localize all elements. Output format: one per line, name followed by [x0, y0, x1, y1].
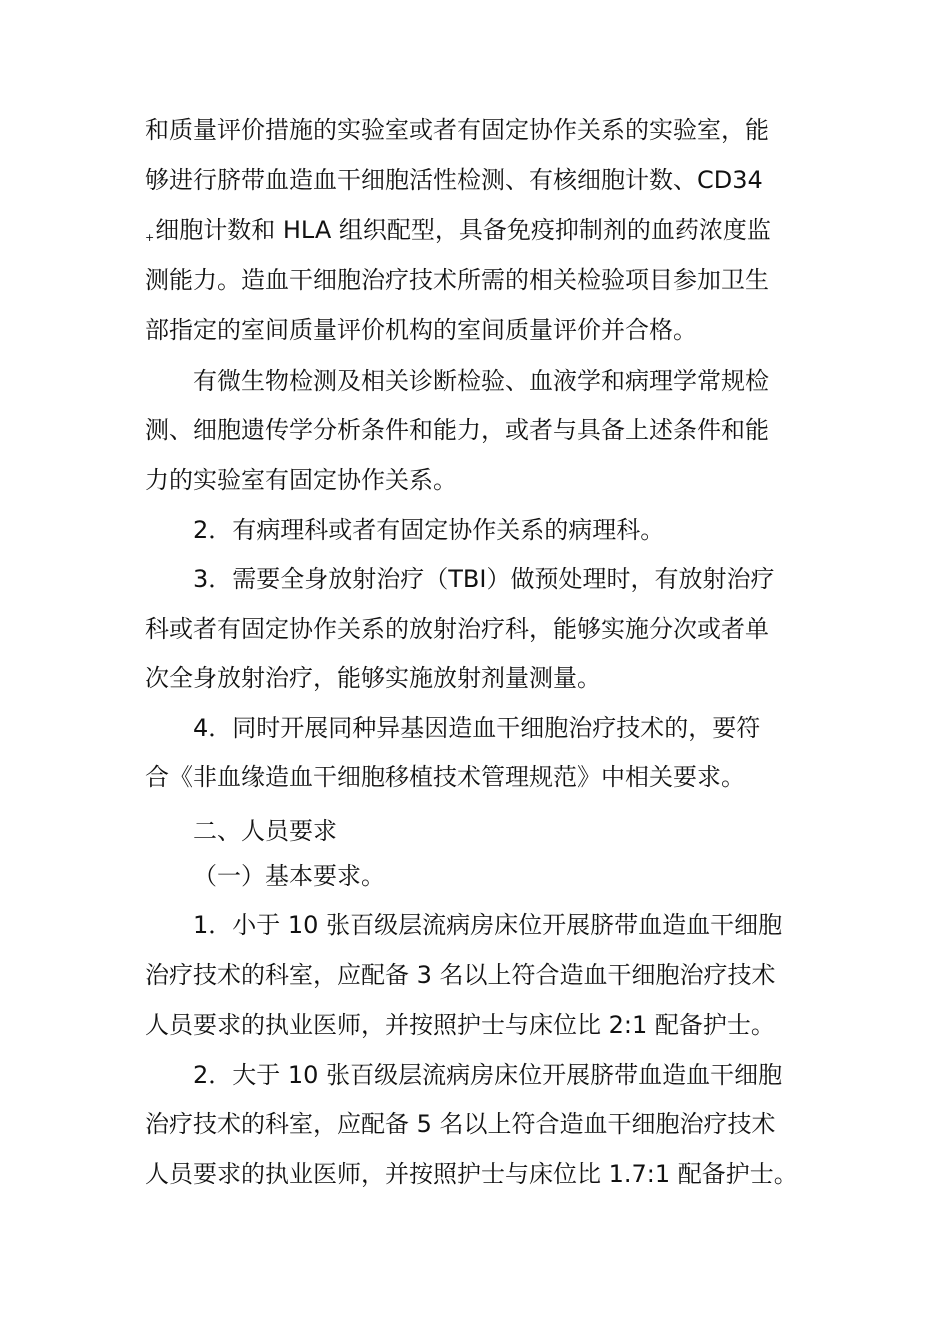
paragraph-line: 人员要求的执业医师，并按照护士与床位比 2:1 配备护士。 — [145, 1011, 775, 1039]
cd34-superscript-plus: + — [145, 231, 155, 244]
paragraph-line: 有微生物检测及相关诊断检验、血液学和病理学常规检 — [193, 367, 769, 395]
paragraph-line: 力的实验室有固定协作关系。 — [145, 466, 457, 494]
paragraph-line — [145, 210, 815, 250]
paragraph-line: 人员要求的执业医师，并按照护士与床位比 1.7:1 配备护士。 — [145, 1160, 798, 1188]
paragraph-line: 测能力。造血干细胞治疗技术所需的相关检验项目参加卫生 — [145, 266, 769, 294]
paragraph-line: 2．有病理科或者有固定协作关系的病理科。 — [193, 516, 665, 544]
paragraph-line: 科或者有固定协作关系的放射治疗科，能够实施分次或者单 — [145, 615, 769, 643]
paragraph-line: 4．同时开展同种异基因造血干细胞治疗技术的，要符 — [193, 714, 761, 742]
paragraph-line: 次全身放射治疗，能够实施放射剂量测量。 — [145, 664, 601, 692]
paragraph-line: 够进行脐带血造血干细胞活性检测、有核细胞计数、CD34 — [145, 166, 763, 194]
paragraph-line: 治疗技术的科室，应配备 3 名以上符合造血干细胞治疗技术 — [145, 961, 776, 989]
paragraph-line: 2．大于 10 张百级层流病房床位开展脐带血造血干细胞 — [193, 1061, 783, 1089]
paragraph-line: 合《非血缘造血干细胞移植技术管理规范》中相关要求。 — [145, 763, 745, 791]
paragraph-line-text: 细胞计数和 HLA 组织配型，具备免疫抑制剂的血药浓度监 — [155, 216, 771, 244]
paragraph-line: 测、细胞遗传学分析条件和能力，或者与具备上述条件和能 — [145, 416, 769, 444]
paragraph-line: 1．小于 10 张百级层流病房床位开展脐带血造血干细胞 — [193, 911, 783, 939]
paragraph-line: 和质量评价措施的实验室或者有固定协作关系的实验室，能 — [145, 116, 769, 144]
paragraph-line: 3．需要全身放射治疗（TBI）做预处理时，有放射治疗 — [193, 565, 775, 593]
subsection-heading: （一）基本要求。 — [193, 862, 385, 890]
paragraph-line: 部指定的室间质量评价机构的室间质量评价并合格。 — [145, 316, 697, 344]
section-heading: 二、人员要求 — [193, 817, 337, 845]
paragraph-line: 治疗技术的科室，应配备 5 名以上符合造血干细胞治疗技术 — [145, 1110, 776, 1138]
